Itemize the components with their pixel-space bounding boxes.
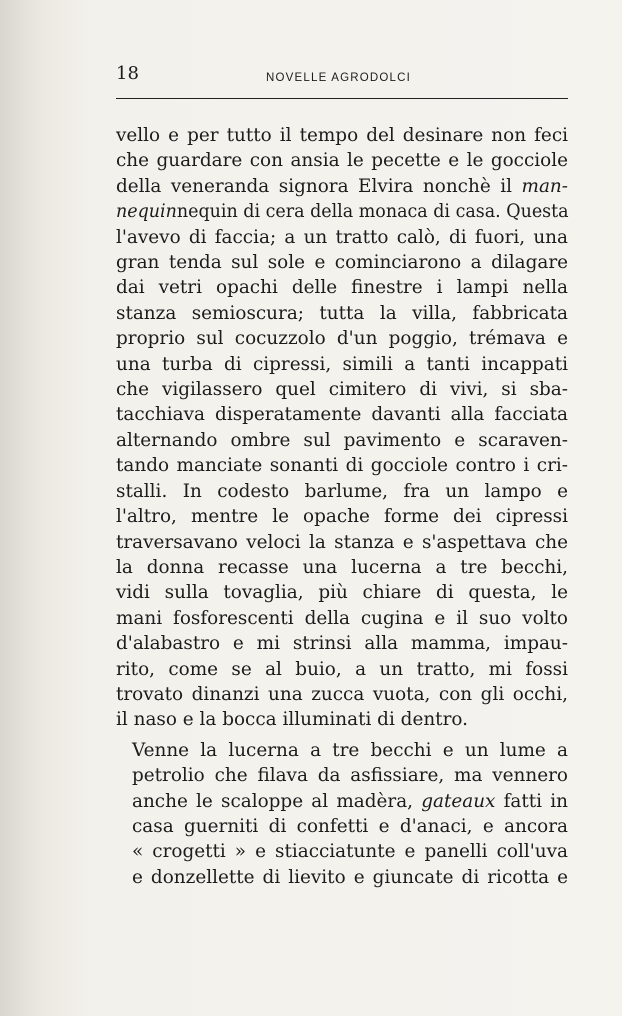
italic-word: nequin [116, 201, 177, 223]
italic-word: gateaux [421, 790, 496, 812]
text-line: vello e per tutto il tempo del desinare non feci [116, 125, 568, 146]
text-line: alternando ombre sul pavimento e scaraven- [116, 429, 568, 451]
text-line: casa guerniti di confetti e d'anaci, e ancora [132, 815, 568, 837]
text-line: il naso e la bocca illuminati di dentro. [116, 709, 468, 731]
text-line: una turba di cipressi, simili a tanti incappati [116, 353, 568, 375]
text-line: stanza semioscura; tutta la villa, fabbricata [116, 302, 568, 324]
text-line: e donzellette di lievito e giuncate di ricotta e [132, 866, 568, 888]
text-line: traversavano veloci la stanza e s'aspettava che [116, 531, 568, 553]
running-title: NOVELLE AGRODOLCI [266, 72, 412, 84]
page-header [116, 60, 568, 100]
text-segment: della veneranda signora Elvira nonchè il [116, 175, 522, 197]
text-line: d'alabastro e mi strinsi alla mamma, impau- [116, 633, 568, 655]
text-segment: fatti in [495, 790, 568, 812]
text-line: che guardare con ansia le pecette e le gocciole [116, 150, 568, 172]
text-line: rito, come se al buio, a un tratto, mi fossi [116, 658, 568, 680]
text-line [116, 789, 568, 814]
text-line: stalli. In codesto barlume, fra un lampo e [116, 480, 568, 502]
text-line: dai vetri opachi delle finestre i lampi nella [116, 277, 568, 299]
text-segment: anche le scaloppe al madèra, [132, 790, 422, 812]
text-line [116, 174, 568, 199]
text-line: gran tenda sul sole e cominciarono a dilagare [116, 252, 568, 274]
body-text [116, 123, 568, 890]
text-line: l'altro, mentre le opache forme dei cipressi [116, 506, 568, 528]
italic-word: man- [521, 175, 568, 197]
text-line: « crogetti » e stiacciatunte e panelli coll'uva [132, 841, 568, 863]
text-line: proprio sul cocuzzolo d'un poggio, trémava e [116, 328, 568, 350]
page-number: 18 [116, 63, 139, 84]
text-segment: nequin di cera della monaca di casa. Questa [176, 201, 569, 223]
text-line: che vigilassero quel cimitero di vivi, si sba- [116, 379, 568, 401]
text-line: la donna recasse una lucerna a tre becchi, [116, 556, 568, 578]
text-line: l'avevo di faccia; a un tratto calò, di fuori, una [116, 226, 568, 248]
header-rule [116, 98, 568, 99]
paragraph-2 [116, 738, 568, 890]
text-line: tacchiava disperatamente davanti alla facciata [116, 404, 568, 426]
text-line: petrolio che filava da asfissiare, ma vennero [132, 765, 568, 787]
text-line: mani fosforescenti della cugina e il suo volto [116, 607, 568, 629]
text-line: vidi sulla tovaglia, più chiare di questa, le [116, 582, 568, 604]
text-line: trovato dinanzi una zucca vuota, con gli occhi, [116, 683, 568, 705]
text-line [116, 199, 569, 224]
text-line: Venne la lucerna a tre becchi e un lume a [132, 739, 568, 761]
text-line: tando manciate sonanti di gocciole contro i cri- [116, 455, 568, 477]
paragraph-1 [116, 123, 568, 733]
